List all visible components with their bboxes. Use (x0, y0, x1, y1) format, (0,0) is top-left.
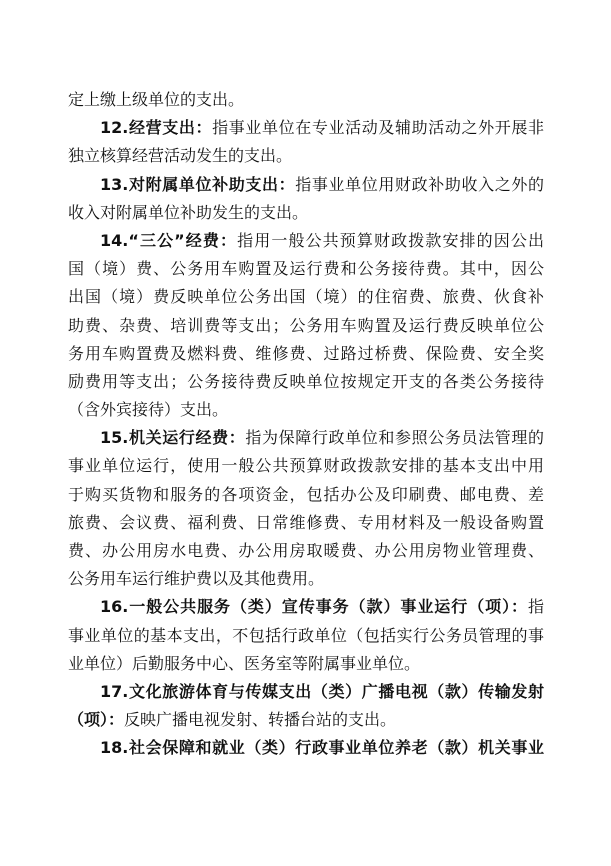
body-text: 指事业单位用财政补助收入之外的 (295, 174, 544, 194)
body-text: 助费、杂费、培训费等支出；公务用车购置及运行费反映单位公 (68, 315, 544, 335)
body-text: 指用一般公共预算财政拨款安排的因公出 (237, 230, 544, 250)
text-line (68, 678, 544, 706)
text-line (68, 142, 544, 170)
text-line (68, 368, 544, 396)
text-line (68, 481, 544, 509)
item-heading: 13.对附属单位补助支出： (100, 174, 296, 194)
text-line (68, 565, 544, 593)
text-line (68, 86, 544, 114)
body-text: 独立核算经营活动发生的支出。 (68, 146, 293, 166)
text-line (68, 509, 544, 537)
text-line (68, 650, 544, 678)
body-text: 指 (527, 597, 544, 617)
text-line (68, 227, 544, 255)
body-text: 旅费、会议费、福利费、日常维修费、专用材料及一般设备购置 (68, 512, 544, 532)
body-text: 定上缴上级单位的支出。 (68, 90, 245, 109)
body-text: 费、办公用房水电费、办公用房取暖费、办公用房物业管理费、 (68, 541, 544, 560)
text-line (68, 255, 544, 283)
text-line (68, 114, 544, 142)
item-heading: 15.机关运行经费： (100, 428, 246, 448)
text-line (68, 171, 544, 199)
item-heading: 18.社会保障和就业（类）行政事业单位养老（款）机关事业 (100, 738, 544, 758)
text-line (68, 452, 544, 480)
text-line (68, 706, 544, 734)
text-line (68, 537, 544, 565)
body-text: 务用车购置费及燃料费、维修费、过路过桥费、保险费、安全奖 (68, 343, 544, 363)
text-line (68, 622, 544, 650)
item-heading: 12.经营支出： (100, 118, 213, 138)
item-heading: （项）： (68, 710, 125, 730)
body-text: 励费用等支出；公务接待费反映单位按规定开支的各类公务接待 (68, 371, 544, 391)
text-line (68, 396, 544, 424)
text-line (68, 734, 544, 762)
item-heading: 16.一般公共服务（类）宣传事务（款）事业运行（项）： (100, 597, 528, 617)
text-line (68, 424, 544, 452)
body-text: 指为保障行政单位和参照公务员法管理的 (245, 428, 544, 448)
item-heading: 17.文化旅游体育与传媒支出（类）广播电视（款）传输发射 (100, 681, 544, 701)
body-text: 业单位）后勤服务中心、医务室等附属事业单位。 (68, 653, 421, 673)
item-heading: 14.“三公”经费： (100, 230, 238, 250)
body-text: 指事业单位在专业活动及辅助活动之外开展非 (212, 118, 544, 138)
body-text: 出国（境）费反映单位公务出国（境）的住宿费、旅费、伙食补 (68, 287, 544, 307)
document-page (68, 86, 544, 763)
text-line (68, 340, 544, 368)
text-line (68, 199, 544, 227)
body-text: 事业单位的基本支出，不包括行政单位（包括实行公务员管理的事 (68, 625, 544, 645)
body-text: 国（境）费、公务用车购置及运行费和公务接待费。其中，因公 (68, 259, 544, 279)
text-line (68, 283, 544, 311)
body-text: 反映广播电视发射、转播台站的支出。 (124, 710, 397, 730)
body-text: 收入对附属单位补助发生的支出。 (68, 202, 309, 222)
text-line (68, 312, 544, 340)
text-line (68, 593, 544, 621)
body-text: 于购买货物和服务的各项资金，包括办公及印刷费、邮电费、差 (68, 484, 544, 504)
body-text: 事业单位运行，使用一般公共预算财政拨款安排的基本支出中用 (68, 456, 544, 476)
body-text: 公务用车运行维护费以及其他费用。 (68, 569, 325, 589)
body-text: （含外宾接待）支出。 (68, 400, 229, 420)
